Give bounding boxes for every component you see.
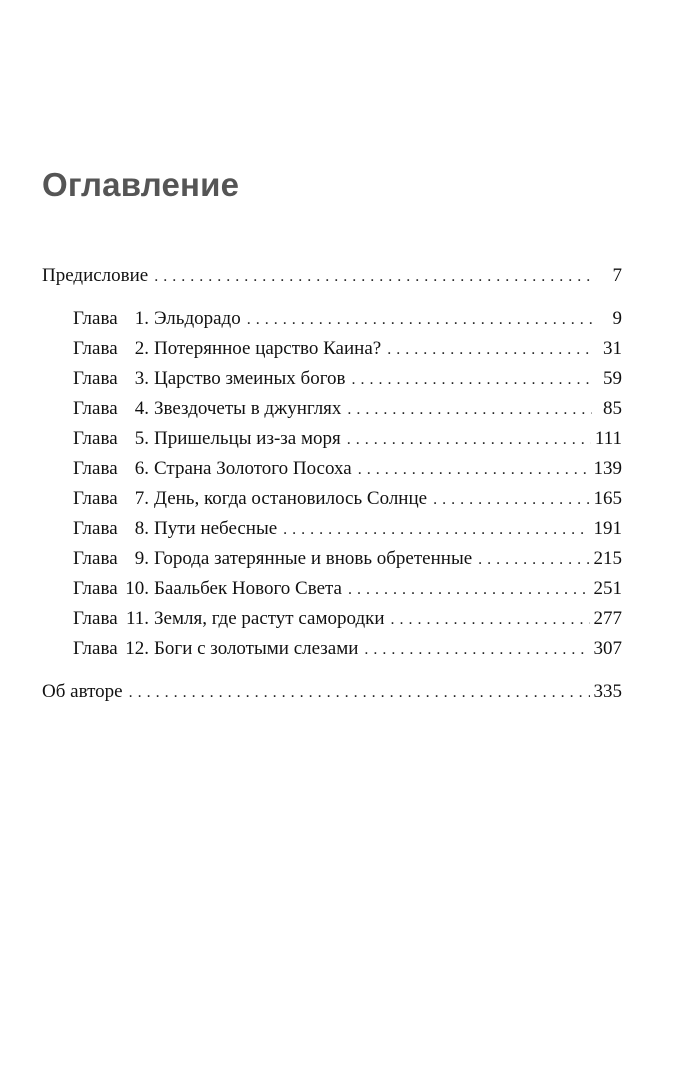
dot-leader xyxy=(283,518,589,542)
toc-entry-chapter-9[interactable] xyxy=(73,547,622,572)
chapter-title: Потерянное царство Каина? xyxy=(154,338,382,359)
chapter-number: 7. xyxy=(134,488,149,509)
chapter-title: Города затерянные и вновь обретенные xyxy=(154,548,473,569)
dot-leader xyxy=(154,265,592,289)
chapter-title: Баальбек Нового Света xyxy=(154,578,342,599)
toc-page-number: 191 xyxy=(593,518,622,539)
toc-entry-label: Об авторе xyxy=(42,681,123,702)
chapter-prefix: Глава xyxy=(73,398,118,419)
dot-leader xyxy=(433,488,589,512)
toc-entry-chapter-11[interactable] xyxy=(73,607,622,632)
chapter-prefix: Глава xyxy=(73,428,118,449)
chapter-number: 10. xyxy=(125,578,149,599)
toc-entry-preface[interactable] xyxy=(42,264,622,289)
toc-page-number: 165 xyxy=(593,488,622,509)
chapter-number: 8. xyxy=(134,518,149,539)
chapter-title: Земля, где растут самородки xyxy=(154,608,385,629)
toc-entry-chapter-12[interactable] xyxy=(73,637,622,662)
toc-entry-chapter-5[interactable] xyxy=(73,427,622,452)
dot-leader xyxy=(247,308,592,332)
chapter-title: Боги с золотыми слезами xyxy=(154,638,359,659)
chapter-title: Звездочеты в джунглях xyxy=(154,398,342,419)
toc-entry-chapter-7[interactable] xyxy=(73,487,622,512)
page-title: Оглавление xyxy=(42,166,240,203)
toc-entry-label: Предисловие xyxy=(42,265,149,286)
chapter-number: 11. xyxy=(125,608,149,629)
toc-page-number: 7 xyxy=(612,265,622,286)
chapter-number: 4. xyxy=(134,398,149,419)
chapter-title: Эльдорадо xyxy=(154,308,241,329)
chapter-prefix: Глава xyxy=(73,548,118,569)
chapter-number: 9. xyxy=(134,548,149,569)
chapter-title: Страна Золотого Посоха xyxy=(154,458,352,479)
toc-page-number: 277 xyxy=(593,608,622,629)
toc-page-number: 307 xyxy=(593,638,622,659)
dot-leader xyxy=(348,578,590,602)
chapter-number: 3. xyxy=(134,368,149,389)
toc-page-number: 31 xyxy=(603,338,622,359)
dot-leader xyxy=(347,398,592,422)
chapter-prefix: Глава xyxy=(73,578,118,599)
chapter-title: Пути небесные xyxy=(154,518,278,539)
chapter-prefix: Глава xyxy=(73,638,118,659)
toc-entry-chapter-8[interactable] xyxy=(73,517,622,542)
chapter-title: Пришельцы из-за моря xyxy=(154,428,341,449)
toc-entry-about-author[interactable] xyxy=(42,680,622,705)
dot-leader xyxy=(358,458,590,482)
dot-leader xyxy=(387,338,592,362)
chapter-number: 12. xyxy=(125,638,149,659)
toc-page-number: 335 xyxy=(593,681,622,702)
chapter-prefix: Глава xyxy=(73,458,118,479)
dot-leader xyxy=(129,681,590,705)
toc-entry-chapter-3[interactable] xyxy=(73,367,622,392)
dot-leader xyxy=(478,548,589,572)
dot-leader xyxy=(351,368,592,392)
toc-entry-chapter-1[interactable] xyxy=(73,307,622,332)
toc-entry-chapter-10[interactable] xyxy=(73,577,622,602)
dot-leader xyxy=(364,638,589,662)
chapter-title: День, когда остановилось Солнце xyxy=(154,488,428,509)
chapter-title: Царство змеиных богов xyxy=(154,368,346,389)
dot-leader xyxy=(347,428,591,452)
chapter-number: 6. xyxy=(134,458,149,479)
chapter-prefix: Глава xyxy=(73,368,118,389)
chapter-prefix: Глава xyxy=(73,608,118,629)
chapter-prefix: Глава xyxy=(73,338,118,359)
chapter-number: 1. xyxy=(134,308,149,329)
dot-leader xyxy=(391,608,590,632)
toc-page-number: 9 xyxy=(612,308,622,329)
chapter-number: 2. xyxy=(134,338,149,359)
toc-entry-chapter-6[interactable] xyxy=(73,457,622,482)
toc-page-number: 111 xyxy=(594,428,622,449)
toc-page-number: 251 xyxy=(593,578,622,599)
chapter-prefix: Глава xyxy=(73,518,118,539)
chapter-prefix: Глава xyxy=(73,488,118,509)
toc-page-number: 215 xyxy=(593,548,622,569)
chapter-number: 5. xyxy=(134,428,149,449)
toc-entry-chapter-2[interactable] xyxy=(73,337,622,362)
chapter-prefix: Глава xyxy=(73,308,118,329)
toc-page-number: 139 xyxy=(593,458,622,479)
toc-page-number: 59 xyxy=(603,368,622,389)
toc-page-number: 85 xyxy=(603,398,622,419)
toc-entry-chapter-4[interactable] xyxy=(73,397,622,422)
